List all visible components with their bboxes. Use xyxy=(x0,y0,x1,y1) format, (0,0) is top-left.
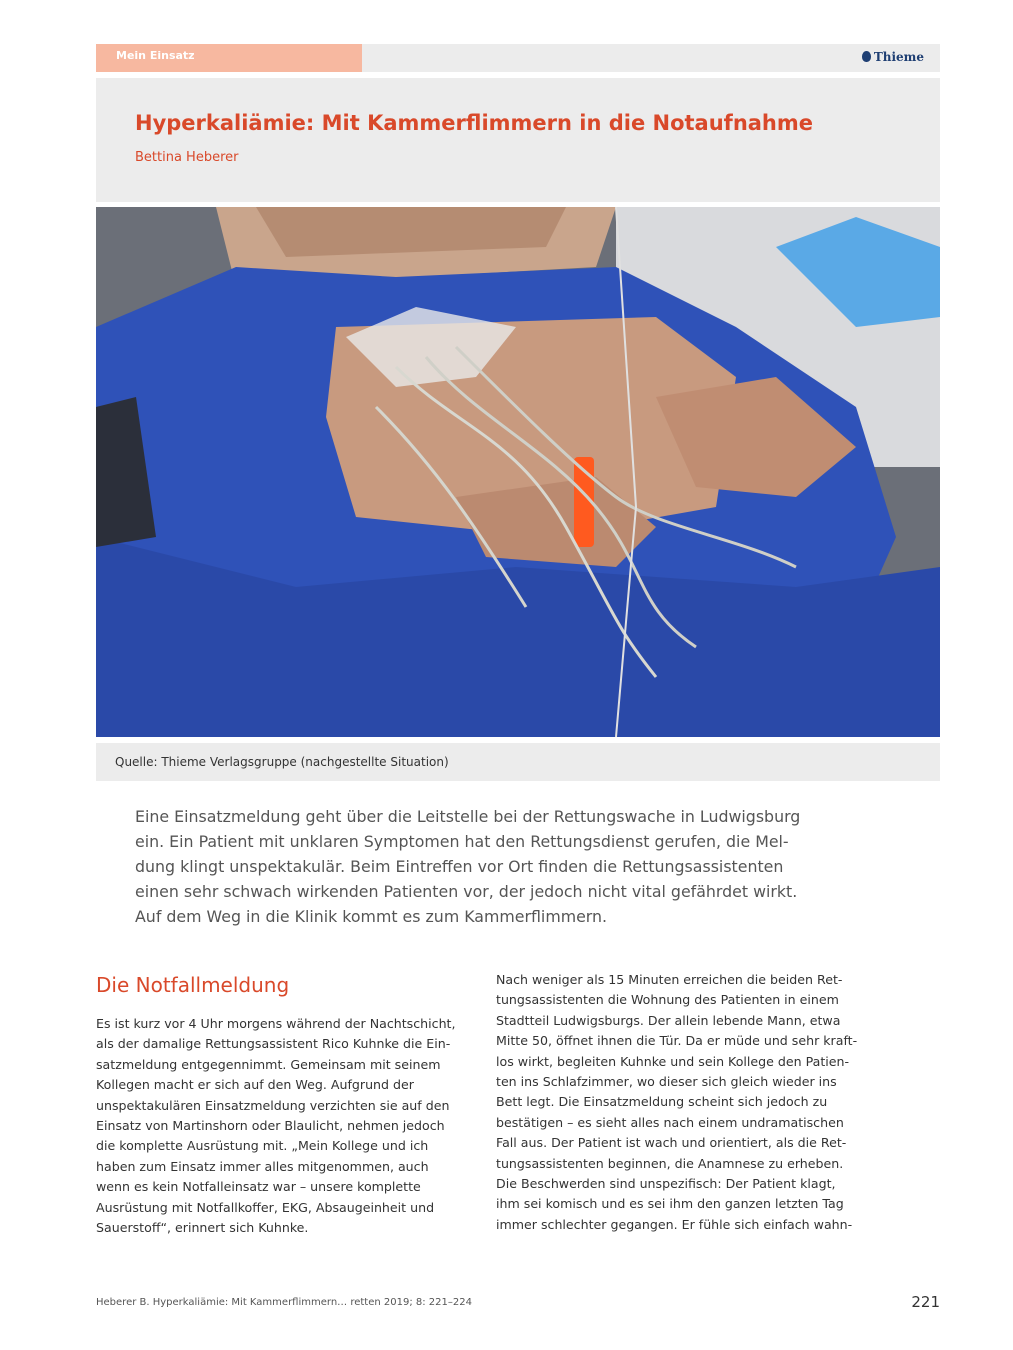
text-line: ten ins Schlafzimmer, wo dieser sich gleich wieder ins xyxy=(496,1074,837,1090)
text-line: wenn es kein Notfalleinsatz war – unsere komplette xyxy=(96,1179,421,1195)
header-bar xyxy=(96,44,940,72)
lead-paragraph xyxy=(135,804,825,929)
text-line: Bett legt. Die Einsatzmeldung scheint sich jedoch zu xyxy=(496,1094,828,1110)
text-line: immer schlechter gegangen. Er fühle sich einfach wahn- xyxy=(496,1216,853,1232)
text-line: Ausrüstung mit Notfallkoffer, EKG, Absaugeinheit und xyxy=(96,1199,435,1215)
text-line: ihm sei komisch und es sei ihm den ganzen letzten Tag xyxy=(496,1196,844,1212)
text-line: Die Beschwerden sind unspezifisch: Der Patient klagt, xyxy=(496,1176,836,1192)
brand-name: Thieme xyxy=(873,50,924,64)
page-number: 221 xyxy=(911,1293,940,1311)
text-line: tungsassistenten die Wohnung des Patienten in einem xyxy=(496,992,839,1008)
section-heading: Die Notfallmeldung xyxy=(96,973,290,997)
lead-line: dung klingt unspektakulär. Beim Eintreffen vor Ort finden die Rettungsassistenten xyxy=(135,857,784,876)
lead-line: einen sehr schwach wirkenden Patienten vor, der jedoch nicht vital gefährdet wirkt. xyxy=(135,882,798,901)
text-line: los wirkt, begleiten Kuhnke und sein Kollege den Patien- xyxy=(496,1053,850,1069)
text-line: Kollegen macht er sich auf den Weg. Aufgrund der xyxy=(96,1077,414,1093)
photo-illustration xyxy=(96,207,940,737)
text-line: tungsassistenten beginnen, die Anamnese zu erheben. xyxy=(496,1155,844,1171)
text-line: satzmeldung entgegennimmt. Gemeinsam mit seinem xyxy=(96,1056,441,1072)
lead-line: Auf dem Weg in die Klinik kommt es zum Kammerflimmern. xyxy=(135,907,608,926)
lead-line: ein. Ein Patient mit unklaren Symptomen hat den Rettungsdienst gerufen, die Mel- xyxy=(135,832,789,851)
text-line: bestätigen – es sieht alles nach einem undramatischen xyxy=(496,1114,844,1130)
right-column xyxy=(496,970,856,1235)
text-line: als der damalige Rettungsassistent Rico Kuhnke die Ein- xyxy=(96,1036,451,1052)
lead-line: Eine Einsatzmeldung geht über die Leitstelle bei der Rettungswache in Ludwigsburg xyxy=(135,807,801,826)
text-line: Mitte 50, öffnet ihnen die Tür. Da er müde und sehr kraft- xyxy=(496,1033,858,1049)
article-author: Bettina Heberer xyxy=(135,150,239,165)
article-photo xyxy=(96,207,940,737)
publisher-logo xyxy=(862,50,924,64)
text-line: Stadtteil Ludwigsburgs. Der allein lebende Mann, etwa xyxy=(496,1012,841,1028)
text-line: Sauerstoff“, erinnert sich Kuhnke. xyxy=(96,1220,309,1236)
left-body-text xyxy=(96,1014,456,1238)
figure-caption: Quelle: Thieme Verlagsgruppe (nachgestellte Situation) xyxy=(96,743,940,781)
text-line: haben zum Einsatz immer alles mitgenommen, auch xyxy=(96,1158,429,1174)
rubric-label: Mein Einsatz xyxy=(96,44,362,72)
article-title: Hyperkaliämie: Mit Kammerflimmern in die Notaufnahme xyxy=(135,111,814,135)
text-line: Fall aus. Der Patient ist wach und orientiert, als die Ret- xyxy=(496,1135,847,1151)
text-line: Es ist kurz vor 4 Uhr morgens während der Nachtschicht, xyxy=(96,1016,456,1031)
thieme-logo-icon xyxy=(862,51,871,62)
footer-citation: Heberer B. Hyperkaliämie: Mit Kammerflimmern… retten 2019; 8: 221–224 xyxy=(96,1297,472,1308)
title-box xyxy=(96,78,940,202)
text-line: unspektakulären Einsatzmeldung verzichten sie auf den xyxy=(96,1097,450,1113)
text-line: die komplette Ausrüstung mit. „Mein Kollege und ich xyxy=(96,1138,429,1154)
left-column xyxy=(96,970,456,1238)
text-line: Nach weniger als 15 Minuten erreichen die beiden Ret- xyxy=(496,972,843,987)
text-line: Einsatz von Martinshorn oder Blaulicht, nehmen jedoch xyxy=(96,1118,445,1134)
